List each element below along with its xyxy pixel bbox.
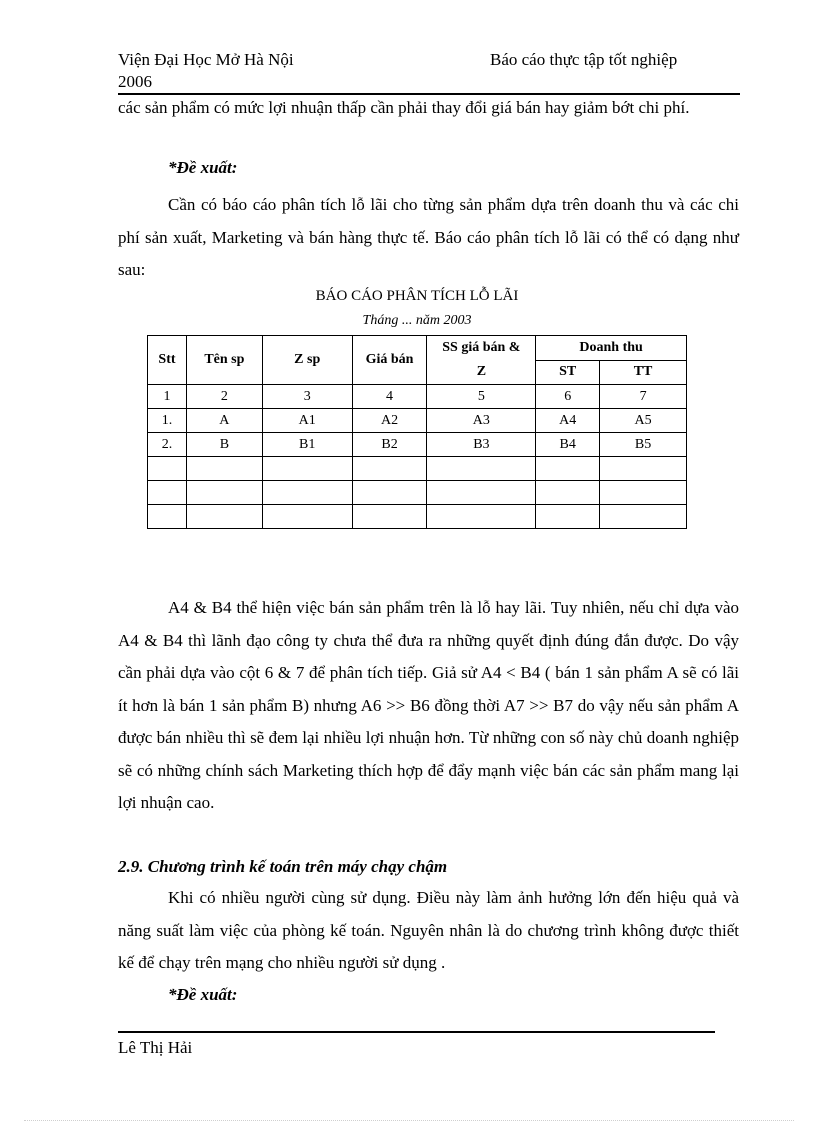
- table-cell: B5: [600, 433, 687, 457]
- header-compare-line1: SS giá bán &: [442, 340, 521, 355]
- table-cell: [352, 505, 427, 529]
- table-cell: 4: [352, 385, 427, 409]
- section-heading: 2.9. Chương trình kế toán trên máy chạy chậm: [118, 857, 448, 876]
- table-cell: [148, 481, 187, 505]
- table-cell: A: [186, 409, 262, 433]
- proposal-label-2: *Đề xuất:: [168, 985, 238, 1004]
- table-cell: [600, 505, 687, 529]
- table-cell: [262, 505, 352, 529]
- header-tt: TT: [600, 360, 687, 385]
- table-cell: B3: [427, 433, 536, 457]
- footer-rule: [118, 1031, 715, 1033]
- table-cell: 2.: [148, 433, 187, 457]
- analysis-paragraph: [118, 592, 739, 820]
- header-price: Giá bán: [352, 336, 427, 385]
- table-row: [148, 409, 687, 433]
- report-table: [147, 335, 687, 529]
- table-cell: [262, 481, 352, 505]
- table-cell: A3: [427, 409, 536, 433]
- header-z: Z sp: [262, 336, 352, 385]
- table-cell: A5: [600, 409, 687, 433]
- table-cell: B1: [262, 433, 352, 457]
- table-row: [148, 433, 687, 457]
- table-row: [148, 505, 687, 529]
- continued-paragraph: các sản phẩm có mức lợi nhuận thấp cần phải thay đổi giá bán hay giảm bớt chi phí.: [118, 98, 690, 117]
- table-cell: [427, 481, 536, 505]
- table-cell: A2: [352, 409, 427, 433]
- proposal-label: *Đề xuất:: [168, 158, 238, 177]
- header-revenue: Doanh thu: [536, 336, 687, 361]
- table-cell: [536, 481, 600, 505]
- table-cell: [427, 457, 536, 481]
- header-report-title: Báo cáo thực tập tốt nghiệp: [490, 50, 678, 69]
- header-compare: [427, 336, 536, 385]
- table-cell: [352, 481, 427, 505]
- table-cell: A4: [536, 409, 600, 433]
- table-cell: 1: [148, 385, 187, 409]
- table-cell: [186, 481, 262, 505]
- report-subtitle: Tháng ... năm 2003: [362, 313, 472, 328]
- table-cell: [352, 457, 427, 481]
- intro-text: Cần có báo cáo phân tích lỗ lãi cho từng sản phẩm dựa trên doanh thu và các chi phí sản xuất, Marketing và bán hàng thực tế. Báo cáo phân tích lỗ lãi có thể có dạng như sau:: [118, 195, 739, 279]
- table-cell: [427, 505, 536, 529]
- section-paragraph: [118, 882, 739, 980]
- table-cell: 1.: [148, 409, 187, 433]
- table-cell: [186, 505, 262, 529]
- table-cell: 2: [186, 385, 262, 409]
- header-institute: Viện Đại Học Mở Hà Nội: [118, 50, 294, 69]
- table-cell: 5: [427, 385, 536, 409]
- report-title: BÁO CÁO PHÂN TÍCH LỖ LÃI: [315, 288, 519, 304]
- analysis-text: A4 & B4 thể hiện việc bán sản phẩm trên là lỗ hay lãi. Tuy nhiên, nếu chỉ dựa vào A4 & B4 thì lãnh đạo công ty chưa thể đưa ra những quyết định đúng đắn được. Do vậy cần phải dựa vào cột 6 & 7 để phân tích tiếp. Giả sử A4 < B4 ( bán 1 sản phẩm A sẽ có lãi ít hơn là bán 1 sản phẩm B) nhưng A6 >> B6 đồng thời A7 >> B7 do vậy nếu sản phẩm A được bán nhiều thì sẽ đem lại nhiều lợi nhuận hơn. Từ những con số này chủ doanh nghiệp sẽ có những chính sách Marketing thích hợp để đẩy mạnh việc bán các sản phẩm mang lại lợi nhuận cao.: [118, 598, 739, 812]
- table-cell: [536, 505, 600, 529]
- table-cell: 6: [536, 385, 600, 409]
- table-row: [148, 385, 687, 409]
- table-cell: B2: [352, 433, 427, 457]
- table-row: [148, 457, 687, 481]
- table-cell: B4: [536, 433, 600, 457]
- table-cell: [262, 457, 352, 481]
- table-cell: [148, 505, 187, 529]
- page-edge-dots: [24, 1120, 794, 1121]
- table-cell: A1: [262, 409, 352, 433]
- table-cell: [536, 457, 600, 481]
- table-cell: [600, 457, 687, 481]
- section-text: Khi có nhiều người cùng sử dụng. Điều này làm ảnh hưởng lớn đến hiệu quả và năng suất làm việc của phòng kế toán. Nguyên nhân là do chương trình không được thiết kế để chạy trên mạng cho nhiều người sử dụng .: [118, 888, 739, 972]
- header-compare-line2: Z: [476, 364, 487, 379]
- table-cell: B: [186, 433, 262, 457]
- table-cell: [600, 481, 687, 505]
- table-cell: [186, 457, 262, 481]
- table-row: [148, 481, 687, 505]
- table-cell: [148, 457, 187, 481]
- header-st: ST: [536, 360, 600, 385]
- header-year: 2006: [118, 72, 152, 91]
- header-stt: Stt: [148, 336, 187, 385]
- table-cell: 7: [600, 385, 687, 409]
- header-name: Tên sp: [186, 336, 262, 385]
- intro-paragraph: [118, 189, 739, 287]
- table-cell: 3: [262, 385, 352, 409]
- footer-author: Lê Thị Hải: [118, 1038, 193, 1057]
